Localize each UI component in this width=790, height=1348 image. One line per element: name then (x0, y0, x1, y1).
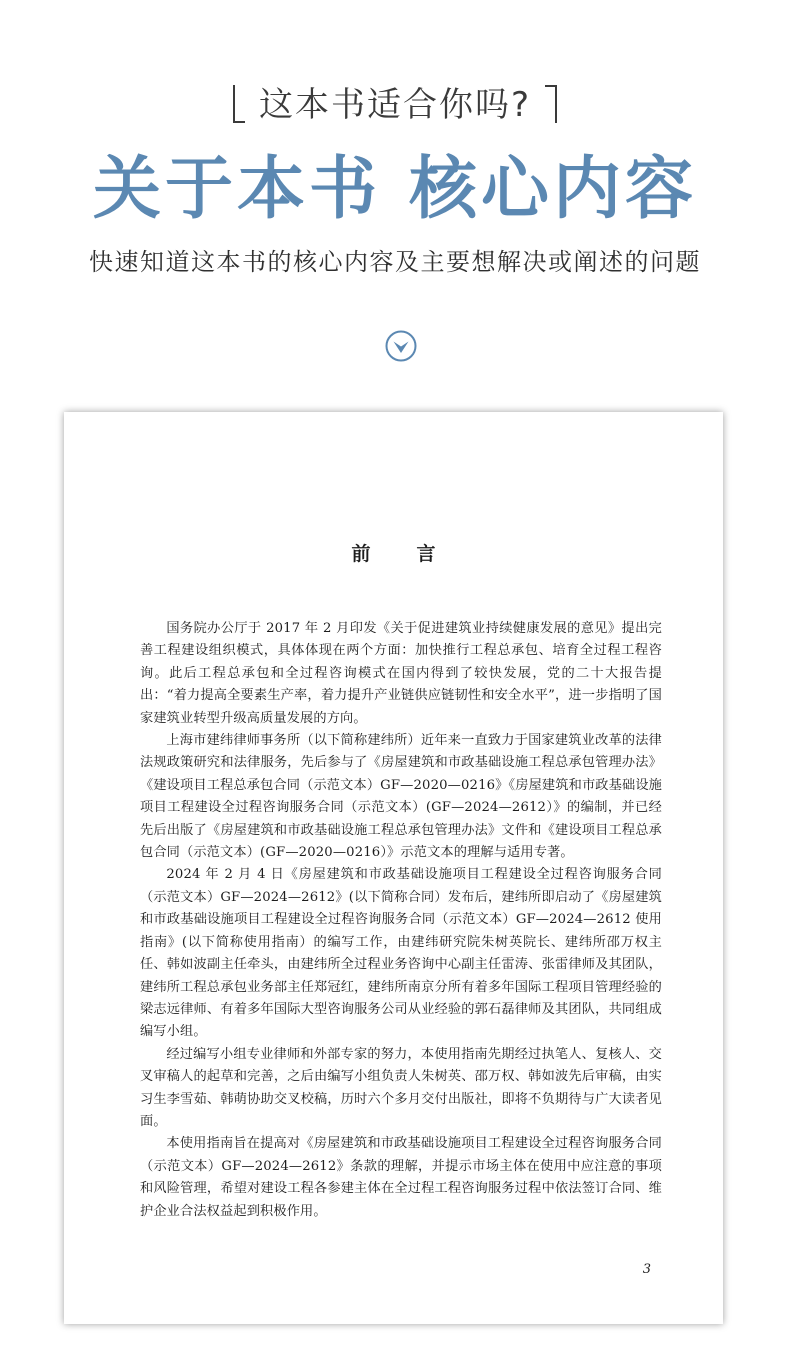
page-number: 3 (642, 1262, 651, 1277)
paragraph: 经过编写小组专业律师和外部专家的努力，本使用指南先期经过执笔人、复核人、交叉审稿人的起草和完善，之后由编写小组负责人朱树英、邵万权、韩如波先后审稿，由实习生李雪茹、韩萌协助交叉校稿，历时六个多月交付出版社，即将不负期待与广大读者见面。 (140, 1046, 662, 1129)
headline (0, 146, 790, 232)
right-bracket-icon (545, 85, 557, 123)
chevron-down-circle-icon (385, 330, 417, 362)
paragraph: 上海市建纬律师事务所（以下简称建纬所）近年来一直致力于国家建筑业改革的法律法规政策研究和法律服务，先后参与了《房屋建筑和市政基础设施工程总承包管理办法》《建设项目工程总承包合同（示范文本）GF—2020—0216》《房屋建筑和市政基础设施项目工程建设全过程咨询服务合同（示范文本）(GF—2024—2612）》的编制，并已经先后出版了《房屋建筑和市政基础设施工程总承包管理办法》文件和《建设项目工程总承包合同（示范文本）(GF—2020—0216）》示范文本的理解与适用专著。 (140, 733, 662, 861)
question-line (0, 80, 790, 130)
question-text: 这本书适合你吗? (258, 85, 532, 125)
headline-left: 关于本书 (92, 149, 381, 229)
subtitle: 快速知道这本书的核心内容及主要想解决或阐述的问题 (89, 248, 701, 276)
header-section (0, 0, 790, 400)
paragraph: 国务院办公厅于 2017 年 2 月印发《关于促进建筑业持续健康发展的意见》提出完善工程建设组织模式，具体体现在两个方面：加快推行工程总承包、培育全过程工程咨询。此后工程总承包和全过程咨询模式在国内得到了较快发展，党的二十大报告提出：“着力提高全要素生产率，着力提升产业链供应链韧性和安全水平”，进一步指明了国家建筑业转型升级高质量发展的方向。 (140, 621, 662, 726)
paragraph: 2024 年 2 月 4 日《房屋建筑和市政基础设施项目工程建设全过程咨询服务合同（示范文本）GF—2024—2612》(以下简称合同）发布后，建纬所即启动了《房屋建筑和市政基础设施项目工程建设全过程咨询服务合同（示范文本）GF—2024—2612 使用指南》(以下简称使用指南）的编写工作，由建纬研究院朱树英院长、建纬所邵万权主任、韩如波副主任牵头，由建纬所全过程业务咨询中心副主任雷涛、张雷律师及其团队，建纬所工程总承包业务部主任郑冠红，建纬所南京分所有着多年国际工程项目管理经验的梁志远律师、有着多年国际大型咨询服务公司从业经验的郭石磊律师及其团队，共同组成编写小组。 (140, 867, 662, 1040)
book-page (64, 412, 723, 1324)
left-bracket-icon (233, 85, 245, 123)
headline-right: 核心内容 (409, 149, 698, 229)
paragraph: 本使用指南旨在提高对《房屋建筑和市政基础设施项目工程建设全过程咨询服务合同（示范文本）GF—2024—2612》条款的理解，并提示市场主体在使用中应注意的事项和风险管理，希望对建设工程各参建主体在全过程工程咨询服务过程中依法签订合同、维护企业合法权益起到积极作用。 (140, 1136, 662, 1219)
preface-body (140, 618, 662, 1223)
page-title: 前言 (351, 543, 482, 565)
